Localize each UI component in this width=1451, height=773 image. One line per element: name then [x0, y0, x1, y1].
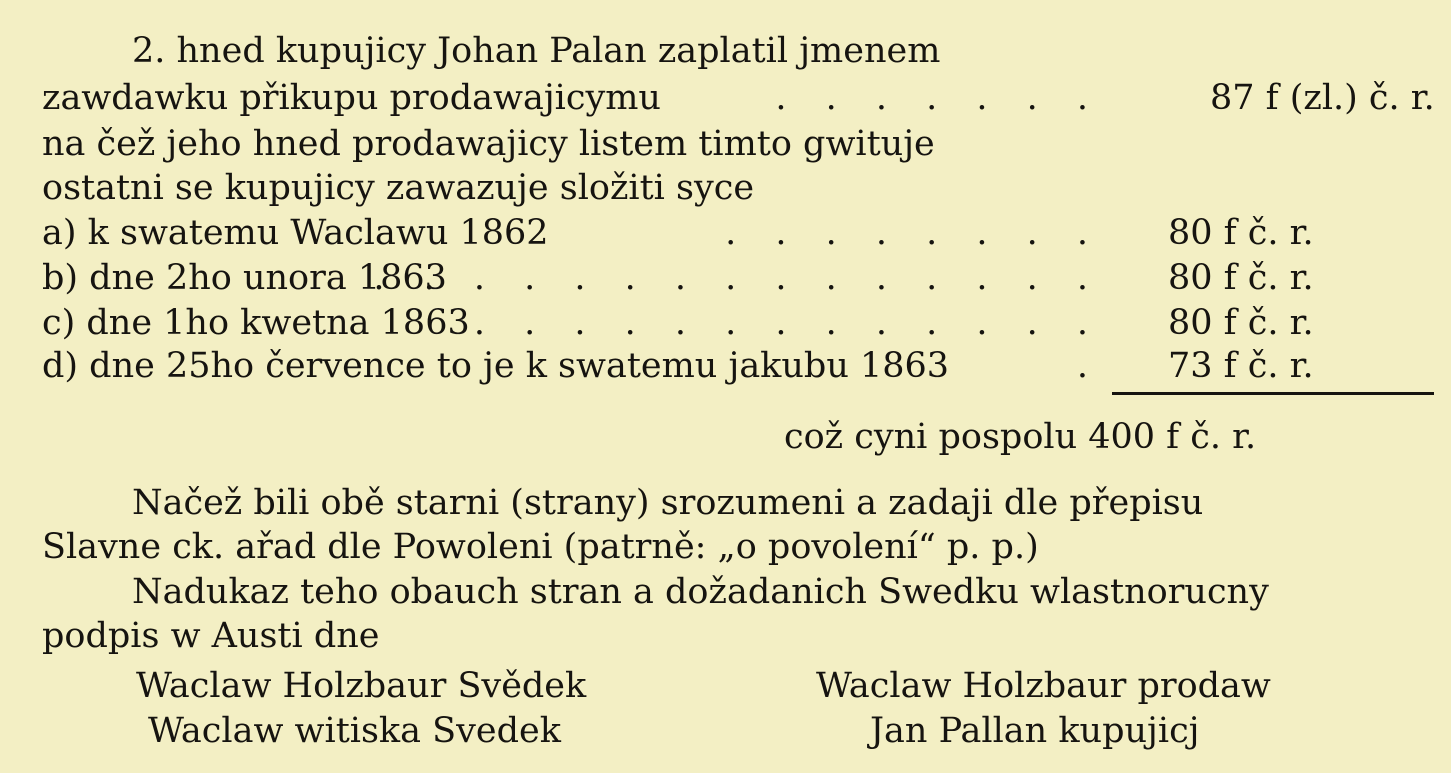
installment-label: b) dne 2ho unora 1863	[42, 258, 447, 298]
sum-rule	[1112, 392, 1434, 395]
item2-line-1: 2. hned kupujicy Johan Palan zaplatil jmenem	[132, 31, 941, 71]
closing-line-4: podpis w Austi dne	[42, 616, 380, 656]
signature-witness-2: Waclaw witiska Svedek	[148, 711, 561, 751]
signature-witness-1: Waclaw Holzbaur Svědek	[136, 666, 587, 706]
leader-dots: . . . . . . .	[775, 78, 1102, 118]
leader-dots: . . . . . . . .	[725, 213, 1102, 253]
deposit-row	[42, 75, 1435, 121]
item2-line-3: na čež jeho hned prodawajicy listem timto gwituje	[42, 124, 935, 164]
installment-amount: 80 f č. r.	[1168, 303, 1314, 343]
signature-buyer: Jan Pallan kupujicj	[870, 711, 1200, 751]
installment-amount: 73 f č. r.	[1168, 346, 1314, 386]
installment-label: a) k swatemu Waclawu 1862	[42, 213, 549, 253]
installment-label: c) dne 1ho kwetna 1863	[42, 303, 470, 343]
closing-line-1: Načež bili obě starni (strany) srozumeni a zadaji dle přepisu	[132, 483, 1204, 523]
closing-line-2: Slavne ck. ařad dle Powoleni (patrně: „o povolení“ p. p.)	[42, 527, 1039, 567]
deposit-amount: 87 f (zl.) č. r.	[1210, 78, 1435, 118]
closing-line-3: Nadukaz teho obauch stran a dožadanich Swedku wlastnorucny	[132, 572, 1269, 612]
item2-line-2: zawdawku přikupu prodawajicymu	[42, 78, 661, 118]
leader-dots: .	[1076, 346, 1102, 386]
installment-amount: 80 f č. r.	[1168, 213, 1314, 253]
installment-label: d) dne 25ho července to je k swatemu jakubu 1863	[42, 346, 950, 386]
leader-dots: . . . . . . . . . . . . .	[473, 303, 1102, 343]
installment-row-a	[42, 210, 1432, 256]
total-line: což cyni pospolu 400 f č. r.	[784, 417, 1257, 457]
signature-seller: Waclaw Holzbaur prodaw	[816, 666, 1271, 706]
installment-row-b	[42, 255, 1432, 301]
installment-row-d	[42, 343, 1432, 389]
leader-dots: . . . . . . . . . . . . . . .	[373, 258, 1102, 298]
installment-row-c	[42, 300, 1432, 346]
installment-amount: 80 f č. r.	[1168, 258, 1314, 298]
item2-line-4: ostatni se kupujicy zawazuje složiti syce	[42, 168, 755, 208]
